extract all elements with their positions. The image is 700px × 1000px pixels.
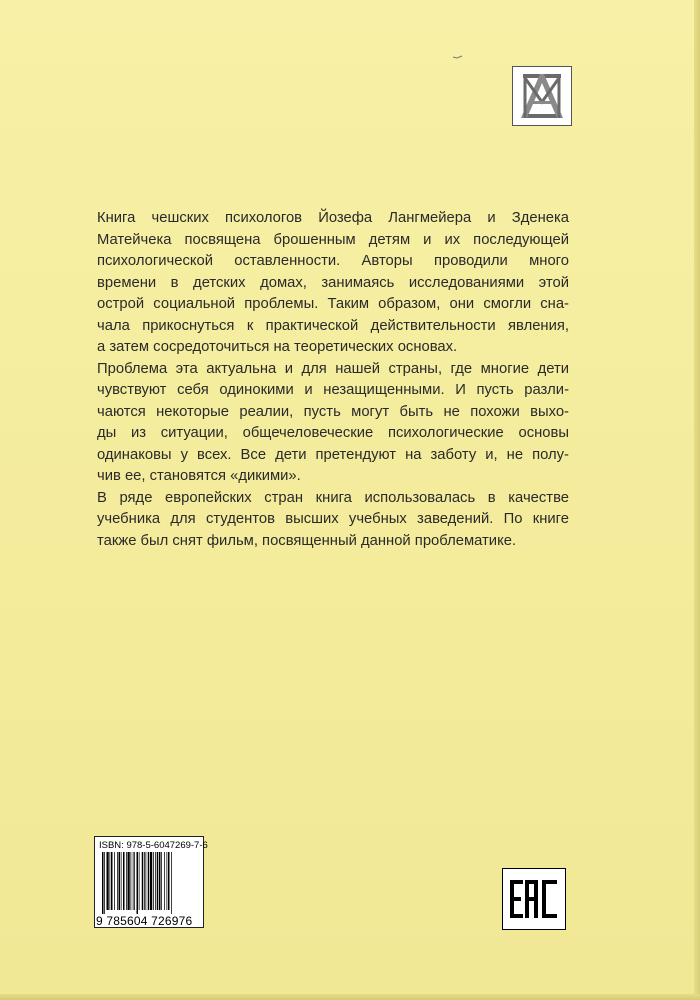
barcode-bar [134, 852, 135, 910]
text-line: чувствуют себя одинокими и незащищенными. И пусть разли- [97, 382, 569, 398]
barcode-bar [102, 852, 104, 914]
am-monogram-logo [512, 66, 572, 126]
text-line: Проблема эта актуальна и для нашей страны, где многие дети [97, 360, 569, 377]
text-line: одинаковы у всех. Все дети претендуют на заботу и, не полу- [97, 446, 569, 463]
barcode-bar [155, 852, 156, 910]
barcode-bar [123, 852, 125, 910]
barcode-bar [142, 852, 144, 910]
text-line: чаются некоторые реалии, пусть могут быть не похожи выхо- [97, 403, 569, 420]
barcode-bar [157, 852, 159, 910]
ean-digits: 9 785604 726976 [96, 914, 193, 928]
barcode-bar [171, 852, 172, 914]
barcode-bar [137, 852, 139, 914]
text-line: В ряде европейских стран книга использовалась в качестве [97, 489, 569, 506]
barcode-bar [164, 852, 165, 910]
cover-bottom-edge [0, 994, 700, 1000]
text-line: чив ее, становятся «дикими». [97, 468, 301, 484]
text-line: психологической оставленности. Авторы проводили много [97, 253, 569, 269]
eac-mark-icon [502, 868, 566, 930]
isbn-barcode [94, 836, 208, 928]
barcode-bar [161, 852, 162, 910]
text-line: времени в детских домах, занимаясь исследованиями этой [97, 274, 569, 291]
text-line: ды из ситуации, общечеловеческие психологические основы [97, 425, 569, 441]
barcode-bar [119, 852, 121, 910]
text-line: а затем сосредоточиться на теоретических основах. [97, 339, 458, 355]
print-speck [452, 55, 464, 59]
text-line: учебника для студентов высших учебных заведений. По книге [97, 511, 569, 527]
barcode-bar [146, 852, 147, 910]
barcode-bar [131, 852, 132, 910]
cover-right-edge [694, 0, 700, 1000]
text-line: Матейчека посвящена брошенным детям и их последующей [97, 231, 569, 248]
barcode-bar [148, 852, 150, 910]
barcode-bar [168, 852, 170, 910]
description-paragraph [97, 488, 569, 553]
barcode-bar [111, 852, 113, 910]
book-description [97, 208, 569, 552]
barcode-bar [159, 852, 161, 910]
barcode-bar [107, 852, 109, 910]
text-line: также был снят фильм, посвященный данной проблематике. [97, 532, 517, 549]
text-line: острой социальной проблемы. Таким образом, они смогли сна- [97, 296, 569, 312]
barcode-bar [139, 852, 140, 910]
isbn-label: ISBN: 978-5-6047269-7-6 [99, 840, 208, 851]
barcode-bar [110, 852, 111, 910]
text-line: чала прикоснуться к практической действительности явления, [97, 317, 569, 334]
barcode-bar [104, 852, 105, 914]
barcode-bar [114, 852, 115, 910]
barcode-bars [100, 852, 200, 914]
barcode-bar [117, 852, 118, 910]
barcode-bar [121, 852, 122, 910]
description-paragraph [97, 359, 569, 488]
barcode-bar [153, 852, 154, 910]
barcode-bar [144, 852, 145, 910]
description-paragraph [97, 208, 569, 359]
barcode-bar [133, 852, 134, 910]
barcode-bar [128, 852, 130, 910]
barcode-bar [126, 852, 127, 910]
barcode-bar [150, 852, 152, 910]
text-line: Книга чешских психологов Йозефа Лангмейера и Зденека [97, 210, 569, 226]
barcode-bar [167, 852, 168, 910]
